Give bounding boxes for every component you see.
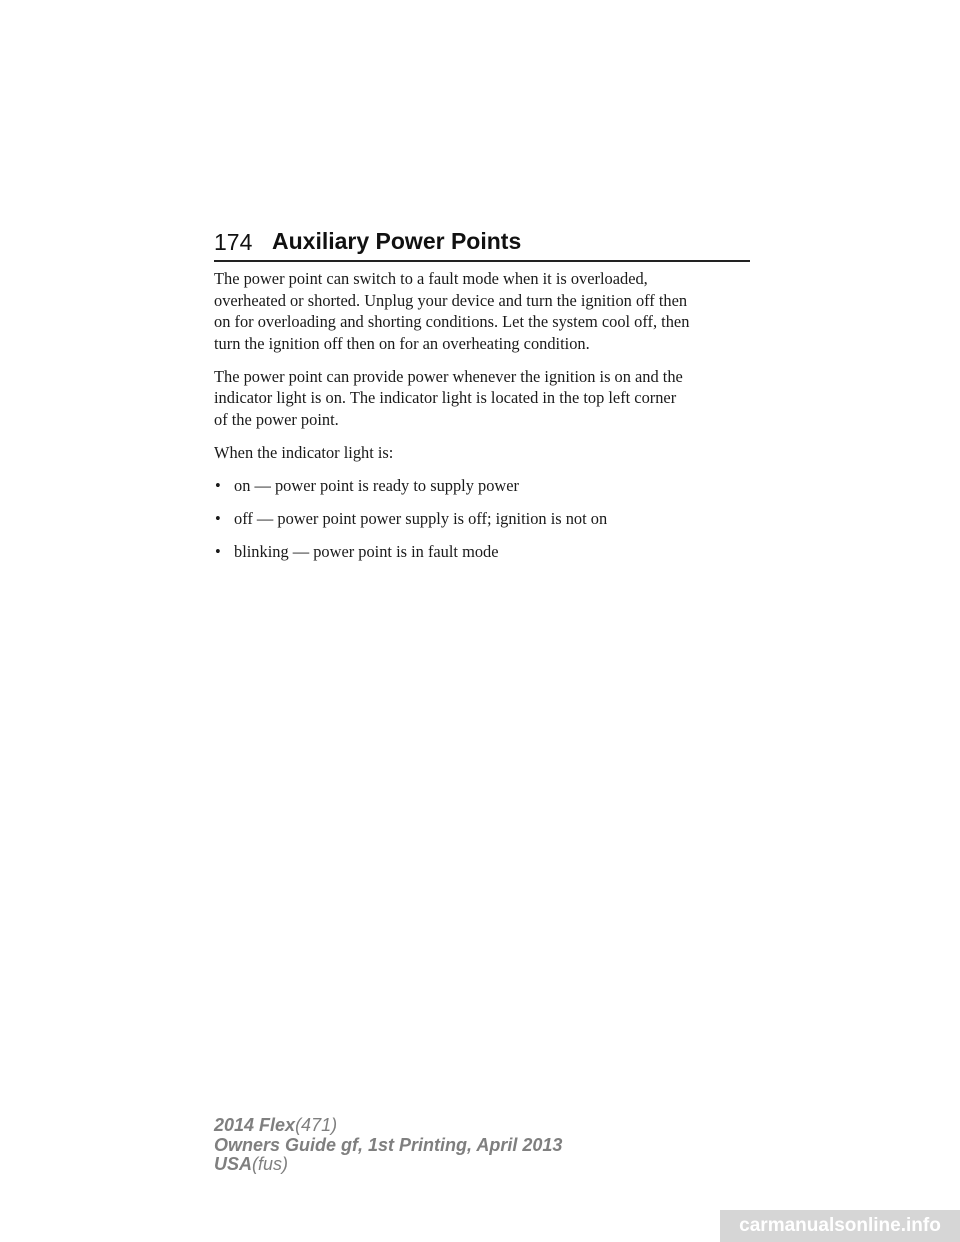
page-header: [214, 226, 750, 262]
watermark-logo: carmanualsonline.info: [720, 1210, 960, 1242]
indicator-state-list: [214, 475, 774, 563]
list-item-text: blinking — power point is in fault mode: [234, 541, 499, 561]
list-item: [214, 508, 774, 530]
footer-line-printing: Owners Guide gf, 1st Printing, April 2013: [214, 1134, 563, 1155]
list-item-text: off — power point power supply is off; ignition is not on: [234, 508, 608, 528]
paragraph-fault-mode: The power point can switch to a fault mode when it is overloaded, overheated or shorted. Unplug your device and turn the ignition off then on for overloading and shorting conditions. Let the system cool off, then turn the ignition off then on for an overheating condition.: [214, 269, 690, 353]
bullet-icon: •: [215, 475, 221, 495]
bullet-icon: •: [215, 541, 221, 561]
list-item-text: on — power point is ready to supply power: [234, 475, 519, 495]
list-item: [214, 541, 774, 563]
footer-model: 2014 Flex: [214, 1115, 296, 1135]
bullet-icon: •: [215, 508, 221, 528]
print-footer: [214, 1116, 562, 1175]
footer-model-code: (471): [295, 1115, 338, 1135]
footer-market: USA: [214, 1154, 253, 1174]
footer-line-market: [214, 1155, 562, 1175]
section-title: Auxiliary Power Points: [272, 228, 522, 254]
footer-line-model: [214, 1116, 562, 1136]
page-number: 174: [214, 229, 253, 255]
page-content: [214, 268, 774, 574]
footer-market-code: (fus): [252, 1154, 289, 1174]
paragraph-indicator-intro: When the indicator light is:: [214, 442, 394, 462]
paragraph-power-availability: The power point can provide power whenever the ignition is on and the indicator light is on. The indicator light is located in the top left corner of the power point.: [214, 366, 683, 429]
list-item: [214, 475, 774, 497]
